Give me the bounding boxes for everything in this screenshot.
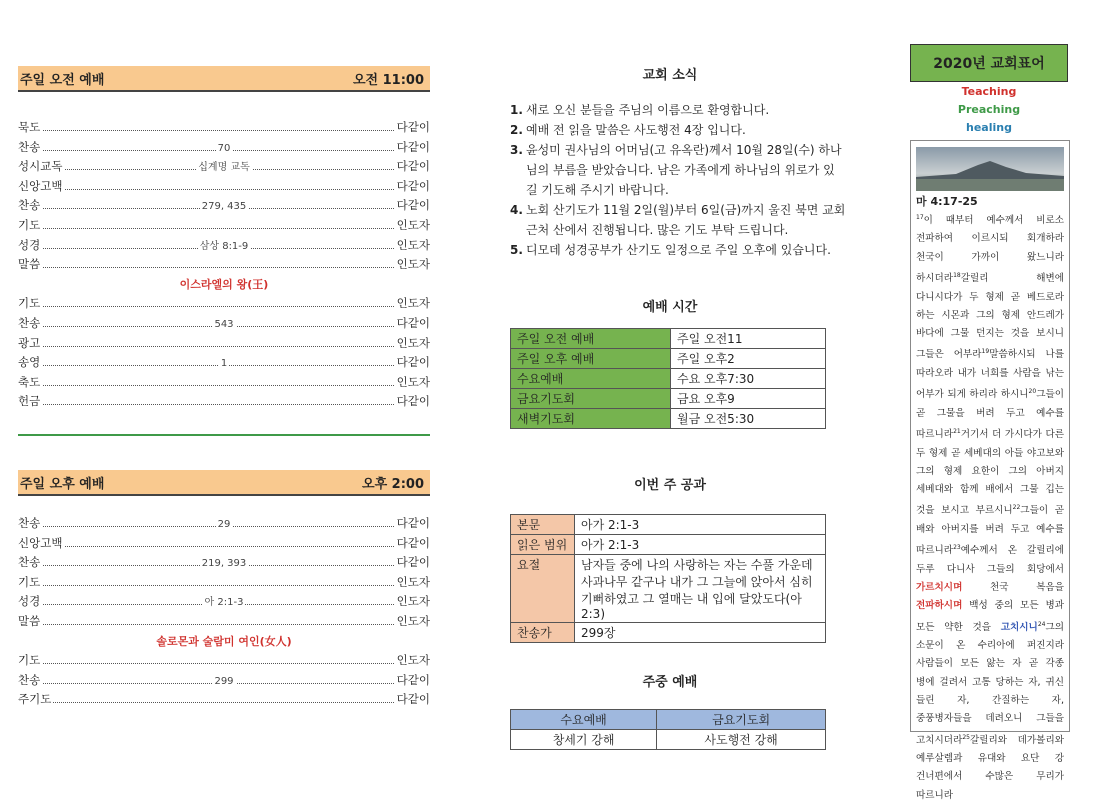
order-item-label: 송영	[18, 353, 42, 373]
verse-number: 21	[953, 428, 961, 436]
order-item	[18, 353, 430, 373]
order-item-label: 기도	[18, 651, 42, 671]
verse-segment: 고치시니	[1000, 621, 1038, 633]
table-value: 주일 오전11	[671, 329, 826, 349]
verse-segment: 백성 중의 모든 병과 모든 약한 것을	[916, 600, 1064, 633]
verse-number: 22	[1012, 504, 1021, 512]
verse-number: 20	[1028, 388, 1037, 396]
order-item-leader: 인도자	[395, 255, 430, 275]
order-item-detail: 299	[214, 675, 234, 687]
order-item-leader: 다같이	[395, 671, 430, 691]
mountain-sea-image	[916, 147, 1064, 191]
table-key: 요절	[511, 555, 575, 623]
news-item	[510, 100, 846, 120]
news-title: 교회 소식	[642, 68, 698, 83]
order-item-detail: 70	[217, 142, 231, 154]
order-item	[18, 392, 430, 412]
table-value: 아가 2:1-3	[575, 515, 826, 535]
order-item-detail-wrap	[18, 671, 430, 692]
afternoon-service-header	[18, 470, 430, 496]
order-item-leader: 다같이	[395, 534, 430, 554]
schedule-table	[510, 328, 826, 429]
order-item-detail: 29	[217, 519, 231, 530]
order-item-label: 신앙고백	[18, 177, 64, 197]
order-item-label: 기도	[18, 573, 42, 593]
midweek-header: 금요기도회	[657, 710, 826, 730]
order-item-detail-wrap	[18, 138, 430, 159]
order-item-leader: 인도자	[395, 373, 430, 393]
news-number: 4.	[510, 203, 523, 217]
order-item-label: 찬송	[18, 671, 42, 691]
verse-segment: 전파하시며	[916, 600, 963, 612]
afternoon-service-title: 주일 오후 예배	[20, 476, 105, 492]
news-text: 윤성미 권사님의 어머님(고 유옥란)께서 10월 28일(수) 하나님의 부름을 받았습니다. 남은 가족에게 하나님의 위로가 있길 기도해 주시기 바랍니다.	[526, 143, 842, 197]
morning-service-time: 오전 11:00	[352, 72, 424, 88]
order-item-detail-wrap	[18, 196, 430, 217]
leader-dots	[18, 306, 430, 307]
order-item-label: 성경	[18, 236, 42, 256]
order-item-label: 말씀	[18, 255, 42, 275]
order-item-leader: 인도자	[395, 573, 430, 593]
leader-dots	[18, 546, 430, 547]
verse-number: 25	[962, 733, 970, 741]
table-key: 주일 오후 예배	[511, 349, 671, 369]
sermon-title: 이스라엘의 왕(王)	[179, 277, 269, 291]
table-row	[511, 623, 826, 643]
order-item	[18, 373, 430, 393]
table-value: 299장	[575, 623, 826, 643]
order-item	[18, 196, 430, 216]
verse-number: 23	[953, 544, 961, 552]
verse-number: 17	[916, 214, 924, 221]
leader-dots	[18, 404, 430, 405]
verse-segment: 예수께서 온 갈릴리에 두루 다니사 그들의 회당에서	[916, 545, 1064, 575]
order-item-label: 말씀	[18, 612, 42, 632]
verse-segment: 갈릴리와 데가볼리와 예루살렘과 유대와 요단 강 건너편에서 수많은 무리가 따르니라	[916, 734, 1064, 801]
table-row	[511, 389, 826, 409]
news-number: 5.	[510, 243, 523, 257]
order-item	[18, 534, 430, 554]
lesson-table	[510, 514, 826, 643]
order-item	[18, 690, 430, 710]
news-number: 3.	[510, 143, 523, 157]
table-value: 월금 오전5:30	[671, 409, 826, 429]
sermon-title: 솔로몬과 술람미 여인(女人)	[156, 634, 292, 648]
order-item-leader: 인도자	[395, 651, 430, 671]
order-item-leader: 다같이	[395, 514, 430, 534]
order-item-leader: 다같이	[395, 690, 430, 710]
order-item	[18, 138, 430, 158]
table-row	[511, 409, 826, 429]
table-row	[511, 515, 826, 535]
order-item-detail: 1	[220, 358, 228, 370]
order-item-label: 찬송	[18, 196, 42, 216]
leader-dots	[18, 585, 430, 586]
table-row	[511, 555, 826, 623]
order-item-label: 신앙고백	[18, 534, 64, 554]
order-item-leader: 다같이	[395, 138, 430, 158]
midweek-value: 창세기 강해	[511, 730, 657, 750]
verse-number: 18	[953, 272, 961, 280]
order-item	[18, 216, 430, 236]
order-item-detail-wrap	[18, 514, 430, 535]
order-item-leader: 인도자	[395, 592, 430, 612]
table-key: 읽은 범위	[511, 535, 575, 555]
verse-segment: 그들이 곧 그물을 버려 두고 예수를 따르니라	[916, 389, 1064, 441]
order-item-leader: 다같이	[395, 157, 430, 177]
afternoon-service-order	[18, 514, 430, 710]
order-item-leader: 다같이	[395, 353, 430, 373]
leader-dots	[18, 663, 430, 664]
order-item-label: 주기도	[18, 690, 53, 710]
schedule-title: 예배 시간	[642, 300, 698, 315]
scripture-reference: 마 4:17-25	[916, 195, 978, 208]
table-value: 금요 오후9	[671, 389, 826, 409]
table-row	[511, 349, 826, 369]
order-item-leader: 다같이	[395, 553, 430, 573]
table-key: 찬송가	[511, 623, 575, 643]
table-key: 금요기도회	[511, 389, 671, 409]
order-item	[18, 514, 430, 534]
lesson-title: 이번 주 공과	[634, 478, 706, 493]
order-item	[18, 671, 430, 691]
leader-dots	[18, 346, 430, 347]
order-item-detail: 아 2:1-3	[204, 597, 244, 609]
verse-segment: 천국 복음을	[962, 581, 1064, 593]
order-item-detail: 삼상 8:1-9	[199, 240, 249, 252]
verse-segment: 가르치시며	[916, 581, 963, 593]
news-text: 예배 전 읽을 말씀은 사도행전 4장 입니다.	[526, 123, 746, 137]
news-item	[510, 120, 846, 140]
leader-dots	[18, 130, 430, 131]
table-row	[511, 535, 826, 555]
motto-word: healing	[966, 121, 1012, 134]
leader-dots	[18, 624, 430, 625]
afternoon-service-time: 오후 2:00	[362, 476, 424, 492]
table-key: 주일 오전 예배	[511, 329, 671, 349]
order-item-leader: 인도자	[395, 236, 430, 256]
news-text: 새로 오신 분들을 주님의 이름으로 환영합니다.	[526, 103, 770, 117]
order-item-detail-wrap	[18, 157, 430, 178]
table-row	[511, 329, 826, 349]
leader-dots	[18, 228, 430, 229]
order-item	[18, 294, 430, 314]
order-item-leader: 다같이	[395, 118, 430, 138]
order-item-label: 축도	[18, 373, 42, 393]
order-item-detail-wrap	[18, 592, 430, 613]
order-item	[18, 177, 430, 197]
order-item-detail-wrap	[18, 236, 430, 257]
motto-title: 2020년 교회표어	[910, 44, 1068, 82]
order-item	[18, 612, 430, 632]
order-item-leader: 인도자	[395, 612, 430, 632]
news-item	[510, 140, 846, 200]
order-item	[18, 118, 430, 138]
order-item-label: 찬송	[18, 553, 42, 573]
morning-service-header	[18, 66, 430, 92]
order-item	[18, 592, 430, 612]
scripture-box	[910, 140, 1070, 801]
verse-segment: 이 때부터 예수께서 비로소 전파하여 이르시되 회개하라 천국이 가까이 왔느니라 하시더라	[916, 215, 1064, 285]
order-item-detail: 543	[214, 318, 234, 330]
order-item	[18, 157, 430, 177]
order-item-detail: 십계명 교독	[198, 162, 250, 174]
motto-word: Preaching	[957, 103, 1021, 116]
order-item-detail: 279, 435	[201, 201, 247, 213]
order-item-label: 기도	[18, 216, 42, 236]
order-item	[18, 314, 430, 334]
verse-segment: 거기서 더 가시다가 다른 두 형제 곧 세베대의 아들 야고보와 그의 형제 요한이 그의 아버지 세베대와 함께 배에서 그물 깁는 것을 보시고 부르시니	[916, 429, 1064, 517]
verse-number: 19	[981, 348, 990, 356]
order-item-leader: 인도자	[395, 334, 430, 354]
order-item-leader: 인도자	[395, 216, 430, 236]
order-item-label: 성경	[18, 592, 42, 612]
order-item-detail-wrap	[18, 553, 430, 574]
motto-word: Teaching	[961, 85, 1017, 98]
order-item-leader: 다같이	[395, 392, 430, 412]
order-item-leader: 인도자	[395, 294, 430, 314]
news-number: 2.	[510, 123, 523, 137]
order-item	[18, 255, 430, 275]
morning-service-title: 주일 오전 예배	[20, 72, 105, 88]
midweek-header: 수요예배	[511, 710, 657, 730]
order-item-label: 광고	[18, 334, 42, 354]
order-item-label: 찬송	[18, 514, 42, 534]
table-key: 수요예배	[511, 369, 671, 389]
order-item-detail-wrap	[18, 353, 430, 374]
section-divider	[18, 434, 430, 436]
order-item-detail: 219, 393	[201, 558, 247, 570]
midweek-table	[510, 709, 826, 750]
leader-dots	[18, 189, 430, 190]
table-value: 남자들 중에 나의 사랑하는 자는 수풀 가운데 사과나무 같구나 내가 그 그늘에 앉아서 심히 기뻐하였고 그 열매는 내 입에 달았도다(아 2:3)	[575, 555, 826, 623]
table-value: 수요 오후7:30	[671, 369, 826, 389]
order-item	[18, 334, 430, 354]
leader-dots	[18, 385, 430, 386]
verse-number: 24	[1037, 620, 1046, 628]
table-value: 주일 오후2	[671, 349, 826, 369]
midweek-value: 사도행전 강해	[657, 730, 826, 750]
morning-service-order	[18, 118, 430, 412]
news-text: 디모데 성경공부가 산기도 일정으로 주일 오후에 있습니다.	[526, 243, 831, 257]
leader-dots	[18, 702, 430, 703]
order-item-label: 찬송	[18, 314, 42, 334]
order-item-label: 묵도	[18, 118, 42, 138]
order-item-label: 찬송	[18, 138, 42, 158]
table-key: 새벽기도회	[511, 409, 671, 429]
order-item-label: 기도	[18, 294, 42, 314]
order-item-leader: 다같이	[395, 196, 430, 216]
news-number: 1.	[510, 103, 523, 117]
verse-segment: 그들이 곧 배와 아버지를 버려 두고 예수를 따르니라	[916, 505, 1064, 557]
verse-segment: 갈릴리 해변에 다니시다가 두 형제 곧 베드로라 하는 시몬과 그의 형제 안드레가 바다에 그물 던지는 것을 보시니 그들은 어부라	[916, 273, 1064, 361]
order-item	[18, 651, 430, 671]
midweek-title: 주중 예배	[642, 675, 698, 690]
order-item-label: 헌금	[18, 392, 42, 412]
table-row	[511, 369, 826, 389]
order-item	[18, 553, 430, 573]
order-item	[18, 573, 430, 593]
order-item-label: 성시교독	[18, 157, 64, 177]
order-item-detail-wrap	[18, 314, 430, 335]
table-key: 본문	[511, 515, 575, 535]
order-item-leader: 다같이	[395, 177, 430, 197]
news-item	[510, 200, 846, 240]
order-item	[18, 236, 430, 256]
verse-segment: 말씀하시되 나를 따라오라 내가 너희를 사람을 낚는 어부가 되게 하리라 하시니	[916, 349, 1064, 401]
verse-segment: 그의 소문이 온 수리아에 퍼진지라 사람들이 모든 앓는 자 곧 각종 병에 걸려서 고통 당하는 자, 귀신 들린 자, 간질하는 자, 중풍병자들을 데려오니 그들을 고치시더라	[916, 621, 1064, 746]
scripture-text	[916, 209, 1064, 805]
leader-dots	[18, 267, 430, 268]
table-value: 아가 2:1-3	[575, 535, 826, 555]
news-item	[510, 240, 846, 260]
news-list	[510, 100, 846, 260]
order-item-leader: 다같이	[395, 314, 430, 334]
news-text: 노회 산기도가 11월 2일(월)부터 6일(금)까지 울진 북면 교회 근처 산에서 진행됩니다. 많은 기도 부탁 드립니다.	[526, 203, 846, 237]
